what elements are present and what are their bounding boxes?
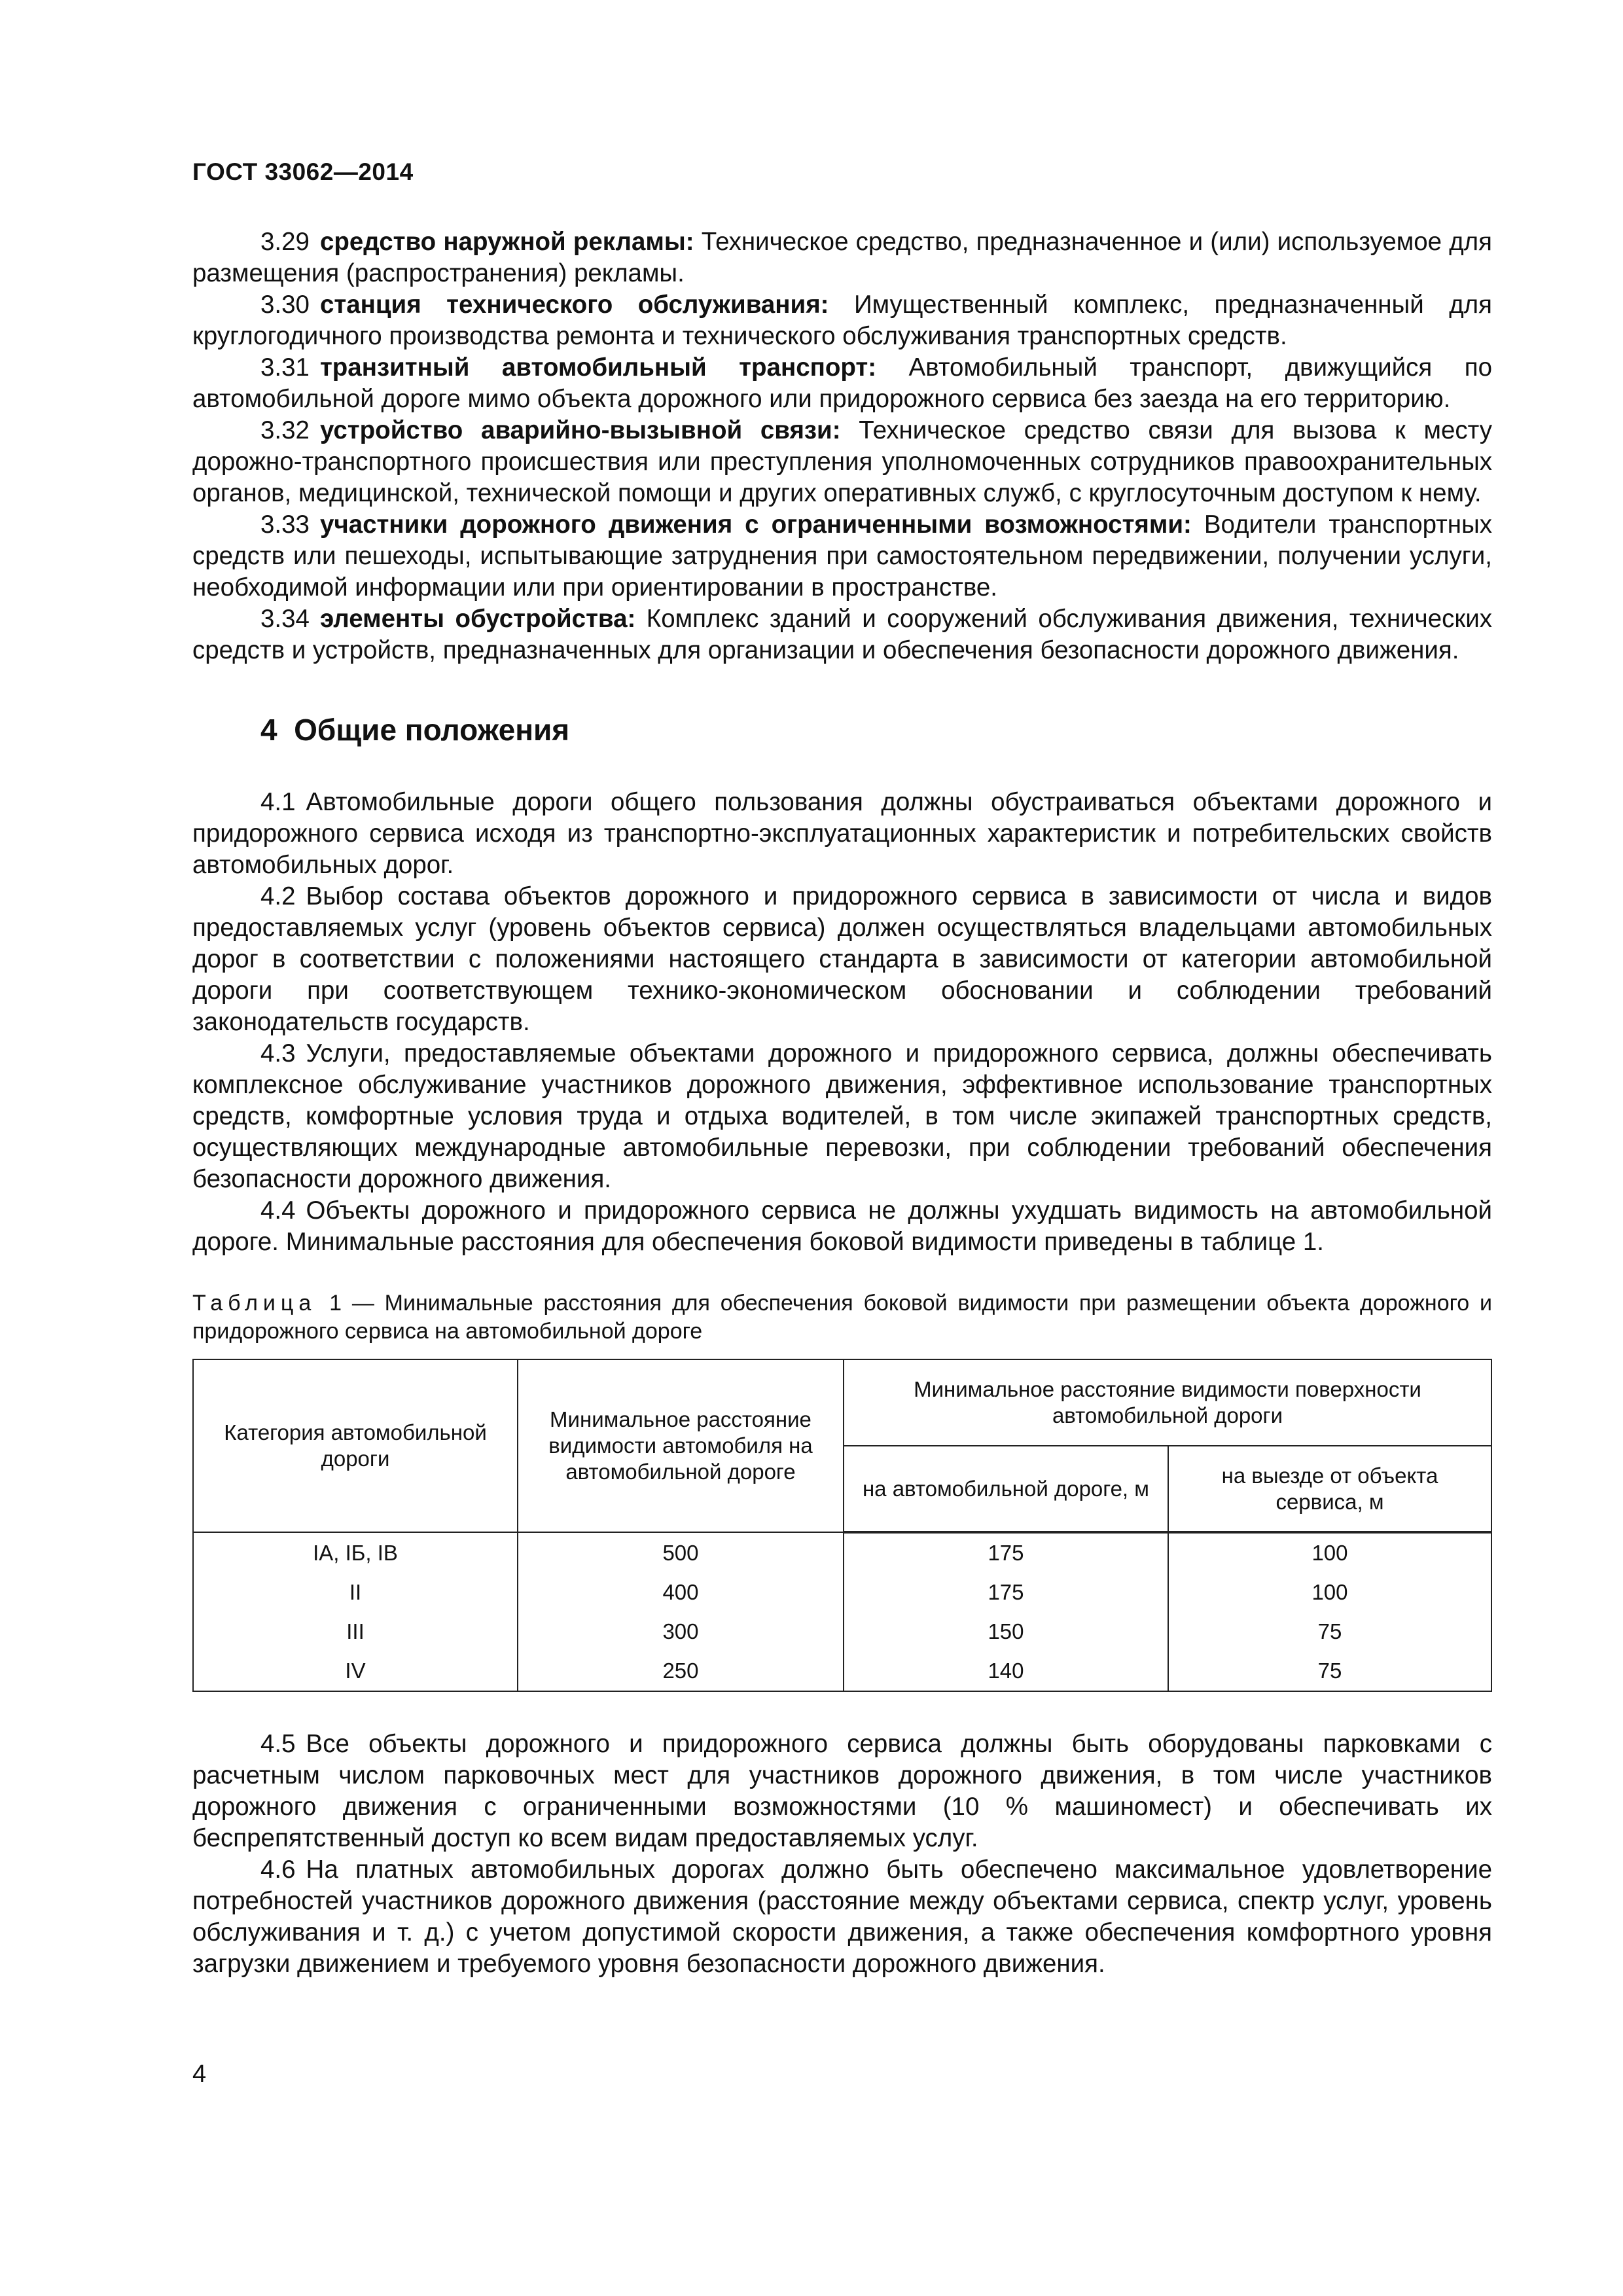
table-cell: IA, IБ, IB [193,1532,518,1573]
visibility-distances-table [192,1359,1492,1692]
clause-number: 4.6 [260,1856,296,1884]
table-cell: 175 [844,1532,1168,1573]
table-cell: 400 [518,1573,844,1612]
header-surface-visibility-group: Минимальное расстояние видимости поверхности автомобильной дороги [844,1359,1491,1446]
page-number: 4 [192,2060,207,2088]
table-cell: 75 [1168,1612,1491,1651]
clause-4-3 [192,1038,1492,1195]
definition-3-32 [192,415,1492,509]
clause-text: Все объекты дорожного и придорожного сервиса должны быть оборудованы парковками с расчетным числом парковочных мест для участников дорожного движения, в том числе участников дорожного движения с ограниченными возможностями (10 % машиномест) и обеспечивать их беспрепятственный доступ ко всем видам предоставляемых услуг. [192,1730,1492,1852]
header-vehicle-visibility: Минимальное расстояние видимости автомобиля на автомобильной дороге [518,1359,844,1532]
table-caption-text: — Минимальные расстояния для обеспечения боковой видимости при размещении объекта дорожного и придорожного сервиса на автомобильной дороге [192,1291,1492,1344]
table-cell: 175 [844,1573,1168,1612]
definition-term: устройство аварийно-вызывной связи: [319,416,841,444]
document-header: ГОСТ 33062—2014 [192,158,414,185]
page-content [192,226,1492,1980]
definition-text: Комплекс зданий и сооружений обслуживания движения, технических средств и устройств, предназначенных для организации и обеспечения безопасности дорожного движения. [192,605,1492,664]
table-caption-number: 1 [329,1291,342,1316]
table-cell: IV [193,1651,518,1691]
section-number: 4 [260,713,277,747]
section-heading [192,712,1492,747]
header-road-category: Категория автомобильной дороги [193,1359,518,1532]
definition-text: Автомобильный транспорт, движущийся по автомобильной дороге мимо объекта дорожного или придорожного сервиса без заезда на его территорию. [192,353,1492,413]
clause-number: 4.2 [260,882,296,910]
clause-number: 3.33 [260,511,310,539]
clause-number: 3.29 [260,228,310,256]
definition-text: Техническое средство, предназначенное и (или) используемое для размещения (распространения) рекламы. [192,228,1492,287]
definition-text: Водители транспортных средств или пешеходы, испытывающие затруднения при самостоятельном передвижении, получении услуги, необходимой информации или при ориентировании в пространстве. [192,511,1492,601]
table-cell: 500 [518,1532,844,1573]
clause-number: 4.5 [260,1730,296,1758]
clause-text: Объекты дорожного и придорожного сервиса не должны ухудшать видимость на автомобильной дороге. Минимальные расстояния для обеспечения боковой видимости приведены в таблице 1. [192,1196,1492,1256]
clause-number: 4.4 [260,1196,296,1225]
table-cell: 300 [518,1612,844,1651]
table-row [193,1612,1491,1651]
clause-4-5 [192,1729,1492,1854]
clause-4-4 [192,1195,1492,1258]
clause-number: 3.30 [260,291,310,319]
definition-3-30 [192,289,1492,352]
table-caption [192,1289,1492,1346]
table-row [193,1651,1491,1691]
definition-3-31 [192,352,1492,415]
definition-term: участники дорожного движения с ограниченными возможностями: [319,511,1192,539]
table-cell: 100 [1168,1573,1491,1612]
definition-term: транзитный автомобильный транспорт: [319,353,877,382]
clause-text: На платных автомобильных дорогах должно быть обеспечено максимальное удовлетворение потребностей участников дорожного движения (расстояние между объектами сервиса, спектр услуг, уровень обслуживания и т. д.) с учетом допустимой скорости движения, а также обеспечения комфортного уровня загрузки движением и требуемого уровня безопасности дорожного движения. [192,1856,1492,1978]
table-cell: 75 [1168,1651,1491,1691]
clause-text: Выбор состава объектов дорожного и придорожного сервиса в зависимости от числа и видов предоставляемых услуг (уровень объектов сервиса) должен осуществляться владельцами автомобильных дорог в соответствии с положениями настоящего стандарта в зависимости от категории автомобильной дороги при соответствующем технико-экономическом обосновании и соблюдении требований законодательств государств. [192,882,1492,1036]
clause-4-6 [192,1854,1492,1980]
table-row [193,1532,1491,1573]
table-row [193,1573,1491,1612]
clause-text: Автомобильные дороги общего пользования должны обустраиваться объектами дорожного и придорожного сервиса исходя из транспортно-эксплуатационных характеристик и потребительских свойств автомобильных дорог. [192,788,1492,879]
table-cell: 140 [844,1651,1168,1691]
table-cell: 250 [518,1651,844,1691]
clause-number: 3.34 [260,605,310,633]
definition-text: Имущественный комплекс, предназначенный для круглогодичного производства ремонта и технического обслуживания транспортных средств. [192,291,1492,350]
header-on-road: на автомобильной дороге, м [844,1446,1168,1532]
clause-number: 3.31 [260,353,310,382]
header-at-exit: на выезде от объекта сервиса, м [1168,1446,1491,1532]
clause-text: Услуги, предоставляемые объектами дорожного и придорожного сервиса, должны обеспечивать комплексное обслуживание участников дорожного движения, эффективное использование транспортных средств, комфортные условия труда и отдыха водителей, в том числе экипажей транспортных средств, осуществляющих международные автомобильные перевозки, при соблюдении требований обеспечения безопасности дорожного движения. [192,1039,1492,1193]
definition-text: Техническое средство связи для вызова к месту дорожно-транспортного происшествия или преступления уполномоченных сотрудников правоохранительных органов, медицинской, технической помощи и других оперативных служб, с круглосуточным доступом к нему. [192,416,1492,507]
clause-number: 4.3 [260,1039,296,1067]
table-caption-label: Таблица [192,1291,317,1316]
definition-term: средство наружной рекламы: [319,228,694,256]
clause-4-1 [192,787,1492,881]
section-title: Общие положения [294,713,570,747]
clause-number: 4.1 [260,788,296,816]
table-cell: II [193,1573,518,1612]
table-cell: 100 [1168,1532,1491,1573]
definition-3-33 [192,509,1492,603]
definition-3-29 [192,226,1492,289]
clause-number: 3.32 [260,416,310,444]
table-cell: 150 [844,1612,1168,1651]
definition-term: элементы обустройства: [319,605,636,633]
definition-term: станция технического обслуживания: [319,291,829,319]
clause-4-2 [192,881,1492,1038]
table-cell: III [193,1612,518,1651]
definition-3-34 [192,603,1492,666]
